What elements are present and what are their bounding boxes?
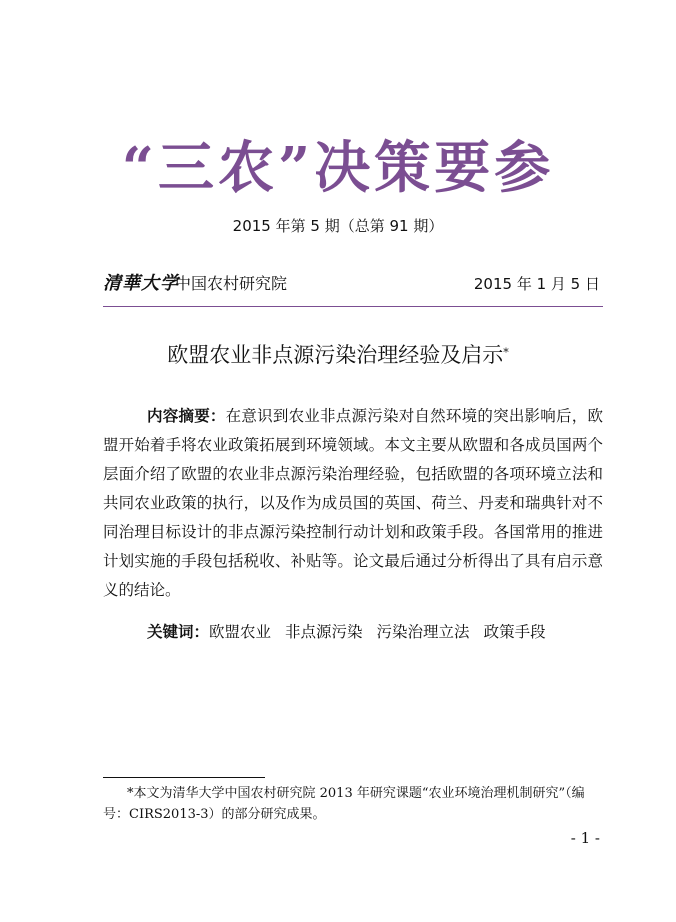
- university-logo: 清華大学: [103, 273, 179, 294]
- institution-row: [103, 272, 600, 298]
- keyword: 非点源污染: [285, 623, 363, 641]
- institution-name: 中国农村研究院: [175, 274, 288, 293]
- keyword: 污染治理立法: [376, 623, 470, 641]
- keywords: [147, 620, 603, 644]
- masthead-title: “三农”决策要参: [121, 135, 555, 201]
- footnote-mark: *: [503, 346, 509, 359]
- abstract: [103, 402, 603, 605]
- keyword: 欧盟农业: [209, 623, 272, 641]
- keywords-label: 关键词：: [147, 623, 210, 641]
- article-title: [0, 340, 676, 370]
- abstract-label: 内容摘要：: [147, 407, 226, 425]
- abstract-text: 在意识到农业非点源污染对自然环境的突出影响后，欧盟开始着手将农业政策拓展到环境领域。本文主要从欧盟和各成员国两个层面介绍了欧盟的农业非点源污染治理经验，包括欧盟的各项环境立法和共同农业政策的执行，以及作为成员国的英国、荷兰、丹麦和瑞典针对不同治理目标设计的非点源污染控制行动计划和政策手段。各国常用的推进计划实施的手段包括税收、补贴等。论文最后通过分析得出了具有启示意义的结论。: [103, 407, 603, 599]
- footnote-divider: [103, 777, 265, 778]
- article-title-text: 欧盟农业非点源污染治理经验及启示: [167, 343, 504, 367]
- issue-info: 2015 年第 5 期（总第 91 期）: [232, 217, 444, 235]
- issue-date: 2015 年 1 月 5 日: [473, 275, 600, 293]
- header-divider: [103, 306, 603, 307]
- footnote: *本文为清华大学中国农村研究院 2013 年研究课题“农业环境治理机制研究”（编号：CIRS2013-3）的部分研究成果。: [103, 786, 585, 822]
- keyword: 政策手段: [483, 623, 546, 641]
- page-number: - 1 -: [570, 829, 600, 847]
